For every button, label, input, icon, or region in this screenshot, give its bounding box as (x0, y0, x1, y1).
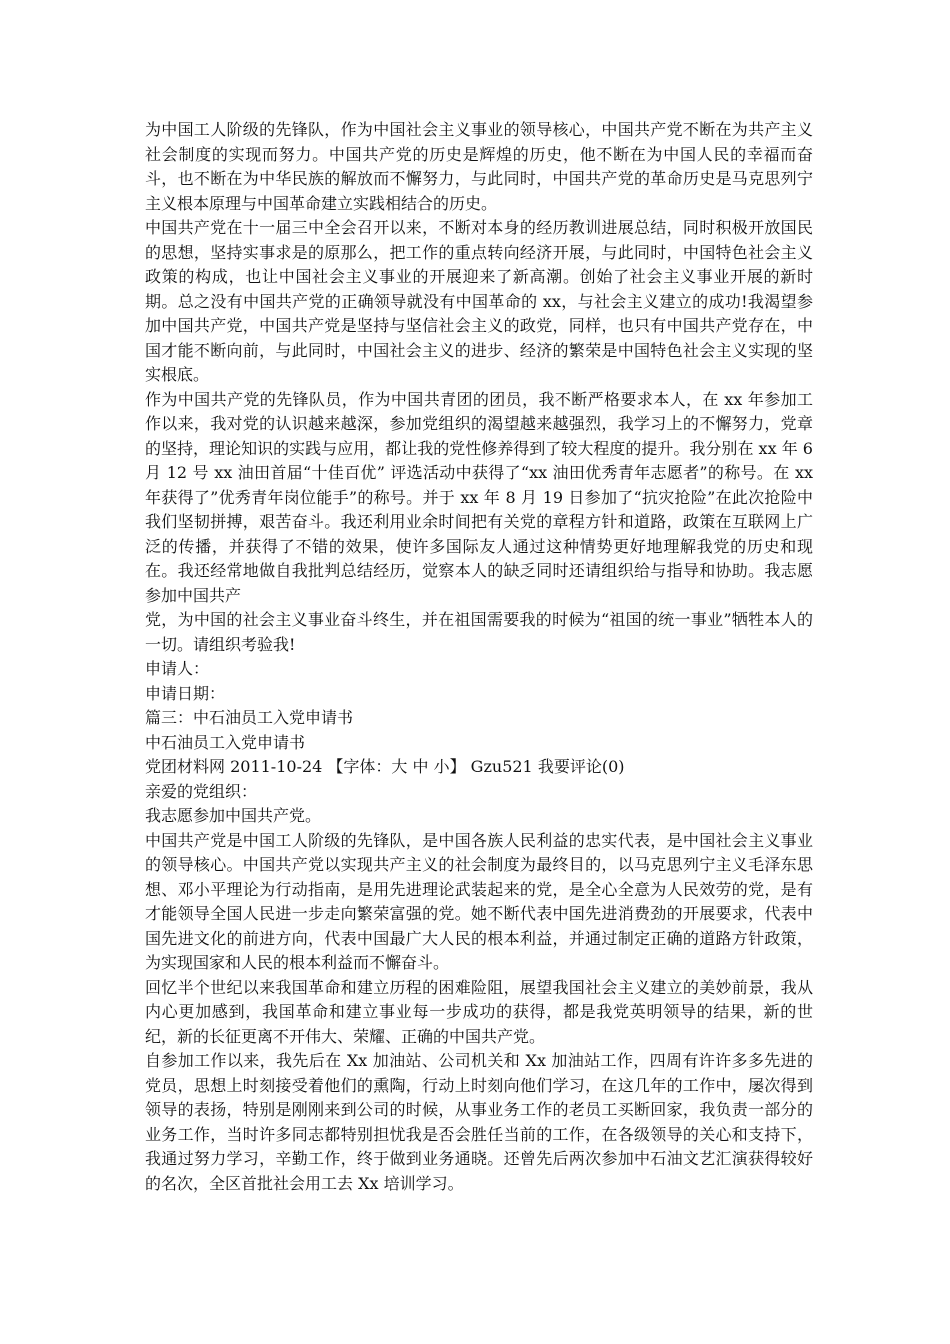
applicant-label: 申请人： (145, 659, 210, 678)
paragraph-party-definition: 中国共产党是中国工人阶级的先锋队，是中国各族人民利益的忠实代表，是中国社会主义事业的领导核心。中国共产党以实现共产主义的社会制度为最终目的，以马克思列宁主义毛泽东思想、邓小平理论为行动指南，是用先进理论武装起来的党，是全心全意为人民效劳的党，是有才能领导全国人民进一步走向繁荣富强的党。她不断代表中国先进消费劲的开展要求，代表中国先进文化的前进方向，代表中国最广大人民的根本利益，并通过制定正确的道路方针政策，为实现国家和人民的根本利益而不懈奋斗。 (145, 830, 813, 972)
volunteer-statement: 我志愿参加中国共产党。 (145, 806, 322, 825)
paragraph-third-plenum: 中国共产党在十一届三中全会召开以来，不断对本身的经历教训进展总结，同时积极开放国民的思想，坚持实事求是的原那么，把工作的重点转向经济开展，与此同时，中国特色社会主义政策的构成，也让中国社会主义事业的开展迎来了新高潮。创始了社会主义事业开展的新时期。总之没有中国共产党的正确领导就没有中国革命的 xx，与社会主义建立的成功!我渴望参加中国共产党，中国共产党是坚持与坚信社会主义的政党，同样，也只有中国共产党存在，中国才能不断向前，与此同时，中国社会主义的进步、经济的繁荣是中国特色社会主义实现的坚实根底。 (145, 218, 813, 384)
salutation: 亲爱的党组织： (145, 781, 258, 801)
paragraph-league-member: 作为中国共产党的先锋队员，作为中国共青团的团员，我不断严格要求本人，在 xx 年参加工作以来，我对党的认识越来越深，参加党组织的渴望越来越强烈，我学习上的不懈努力，党章的坚持，理论知识的实践与应用，都让我的党性修养得到了较大程度的提升。我分别在 xx 年 6 月 12 号 xx 油田首届“十佳百优” 评选活动中获得了“xx 油田优秀青年志愿者”的称号。在 xx 年获得了”优秀青年岗位能手”的称号。并于 xx 年 8 月 19 日参加了“抗灾抢险”在此次抢险中我们坚韧拼搏，艰苦奋斗。我还利用业余时间把有关党的章程方针和道路，政策在互联网上广泛的传播，并获得了不错的效果，使许多国际友人通过这种情势更好地理解我党的历史和现在。我还经常地做自我批判总结经历，觉察本人的缺乏同时还请组织给与指导和协助。我志愿参加中国共产 (145, 389, 813, 605)
application-date-label: 申请日期： (145, 683, 226, 703)
article-meta: 党团材料网 2011-10-24 【字体：大 中 小】 Gzu521 我要评论(0) (145, 757, 625, 776)
paragraph-half-century: 回忆半个世纪以来我国革命和建立历程的困难险阻，展望我国社会主义建立的美妙前景，我从内心更加感到，我国革命和建立事业每一步成功的获得，都是我党英明领导的结果，新的世纪，新的长征更离不开伟大、荣耀、正确的中国共产党。 (145, 977, 813, 1046)
article-title: 中石油员工入党申请书 (145, 732, 306, 752)
paragraph-work-experience: 自参加工作以来，我先后在 Xx 加油站、公司机关和 Xx 加油站工作，四周有许许多多先进的党员，思想上时刻接受着他们的熏陶，行动上时刻向他们学习，在这几年的工作中，屡次得到领导的表扬，特别是刚刚来到公司的时候，从事业务工作的老员工买断回家，我负责一部分的业务工作，当时许多同志都特别担忧我是否会胜任当前的工作，在各级领导的关心和支持下，我通过努力学习，辛勤工作，终于做到业务通晓。还曾先后两次参加中石油文艺汇演获得较好的名次，全区首批社会用工去 Xx 培训学习。 (145, 1051, 813, 1193)
document-body (145, 118, 813, 1196)
paragraph-party-vanguard: 为中国工人阶级的先锋队，作为中国社会主义事业的领导核心，中国共产党不断在为共产主义社会制度的实现而努力。中国共产党的历史是辉煌的历史，他不断在为中国人民的幸福而奋斗，也不断在为中华民族的解放而不懈努力，与此同时，中国共产党的革命历史是马克思列宁主义根本原理与中国革命建立实践相结合的历史。 (145, 120, 813, 213)
section-heading: 篇三：中石油员工入党申请书 (145, 708, 354, 727)
paragraph-lifelong-struggle: 党，为中国的社会主义事业奋斗终生，并在祖国需要我的时候为“祖国的统一事业”牺牲本人的一切。请组织考验我! (145, 610, 813, 654)
